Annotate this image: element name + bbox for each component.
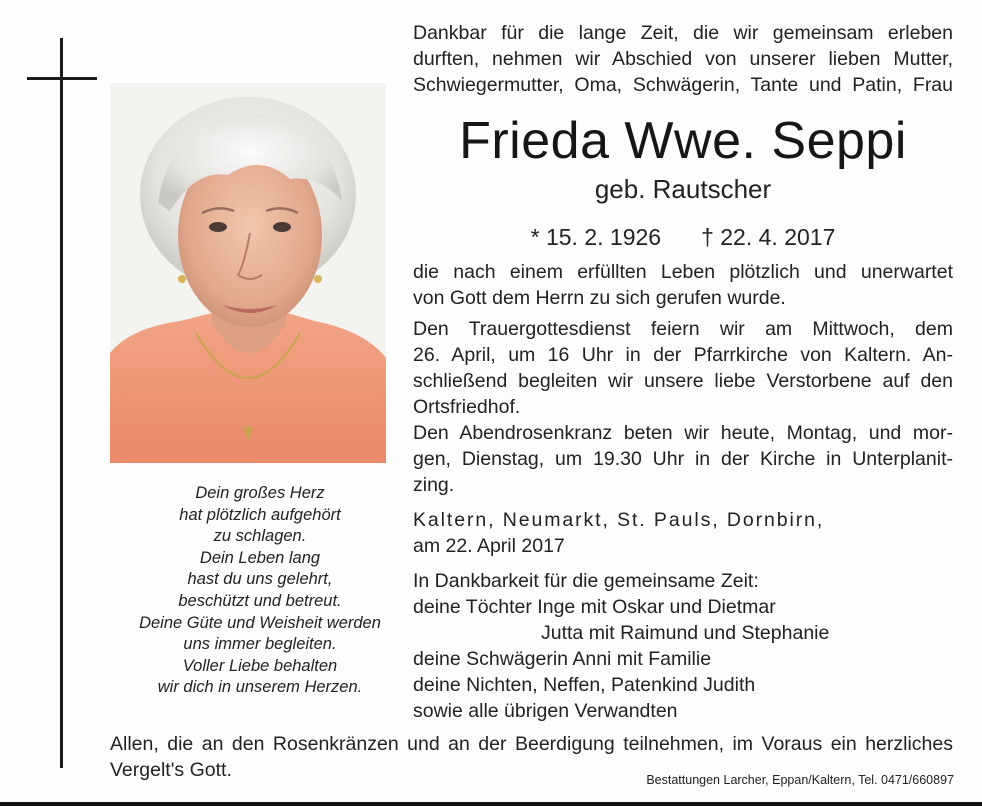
mourner-line: deine Töchter Inge mit Oskar und Dietmar: [413, 596, 776, 618]
undertaker-credit: Bestattungen Larcher, Eppan/Kaltern, Tel. 0471/660897: [646, 773, 954, 787]
poem-line: Voller Liebe behalten: [182, 656, 338, 675]
poem-line: beschützt und betreut.: [178, 591, 342, 610]
mourner-line: sowie alle übrigen Verwandten: [413, 700, 678, 722]
maiden-name: geb. Rautscher: [594, 174, 772, 204]
rosary-line: zing.: [413, 474, 455, 496]
cross-icon-bar: [27, 77, 97, 80]
rosary-line: gen, Dienstag, um 19.30 Uhr in der Kirche in Unterplanit-: [413, 448, 953, 470]
passing-line: die nach einem erfüllten Leben plötzlich und unerwartet: [413, 261, 953, 283]
thanks-line: Vergelt's Gott.: [110, 759, 232, 781]
rosary-line: Den Abendrosenkranz beten wir heute, Montag, und mor-: [413, 422, 953, 444]
poem-line: hat plötzlich aufgehört: [179, 505, 341, 524]
poem-line: wir dich in unserem Herzen.: [157, 678, 363, 697]
poem-line: zu schlagen.: [213, 527, 307, 546]
poem-line: Deine Güte und Weisheit werden: [139, 613, 381, 632]
mourner-line: deine Schwägerin Anni mit Familie: [413, 648, 712, 670]
intro-line: durften, nehmen wir Abschied von unserer lieben Mutter,: [413, 48, 953, 70]
place-line: Kaltern, Neumarkt, St. Pauls, Dornbirn,: [413, 509, 825, 531]
intro-line: Schwiegermutter, Oma, Schwägerin, Tante und Patin, Frau: [413, 74, 953, 96]
death-date: † 22. 4. 2017: [701, 224, 836, 250]
portrait-photo: [110, 83, 386, 463]
mourner-line: Jutta mit Raimund und Stephanie: [541, 622, 830, 644]
poem-line: Dein großes Herz: [195, 484, 325, 502]
intro-line: Dankbar für die lange Zeit, die wir gemeinsam erleben: [413, 22, 953, 44]
date-line: am 22. April 2017: [413, 535, 565, 557]
mourners-heading: In Dankbarkeit für die gemeinsame Zeit:: [413, 570, 759, 592]
thanks-line: Allen, die an den Rosenkränzen und an der Beerdigung teilnehmen, im Voraus ein herzliches: [110, 733, 953, 755]
life-dates: [413, 222, 953, 252]
cross-icon: [60, 38, 63, 768]
deceased-name: Frieda Wwe. Seppi: [459, 112, 907, 170]
memorial-poem: [110, 483, 410, 699]
notice-body: [413, 259, 953, 724]
birth-date: * 15. 2. 1926: [530, 224, 662, 250]
poem-line: uns immer begleiten.: [183, 635, 337, 654]
service-line: 26. April, um 16 Uhr in der Pfarrkirche von Kaltern. An-: [413, 344, 953, 366]
service-line: schließend begleiten wir unsere liebe Verstorbene auf den: [413, 370, 953, 392]
poem-line: Dein Leben lang: [199, 548, 321, 567]
poem-line: hast du uns gelehrt,: [187, 570, 333, 589]
intro-text: [413, 20, 953, 98]
service-line: Ortsfriedhof.: [413, 396, 521, 418]
passing-line: von Gott dem Herrn zu sich gerufen wurde.: [413, 287, 786, 309]
service-line: Den Trauergottesdienst feiern wir am Mittwoch, dem: [413, 318, 953, 340]
mourner-line: deine Nichten, Neffen, Patenkind Judith: [413, 674, 756, 696]
